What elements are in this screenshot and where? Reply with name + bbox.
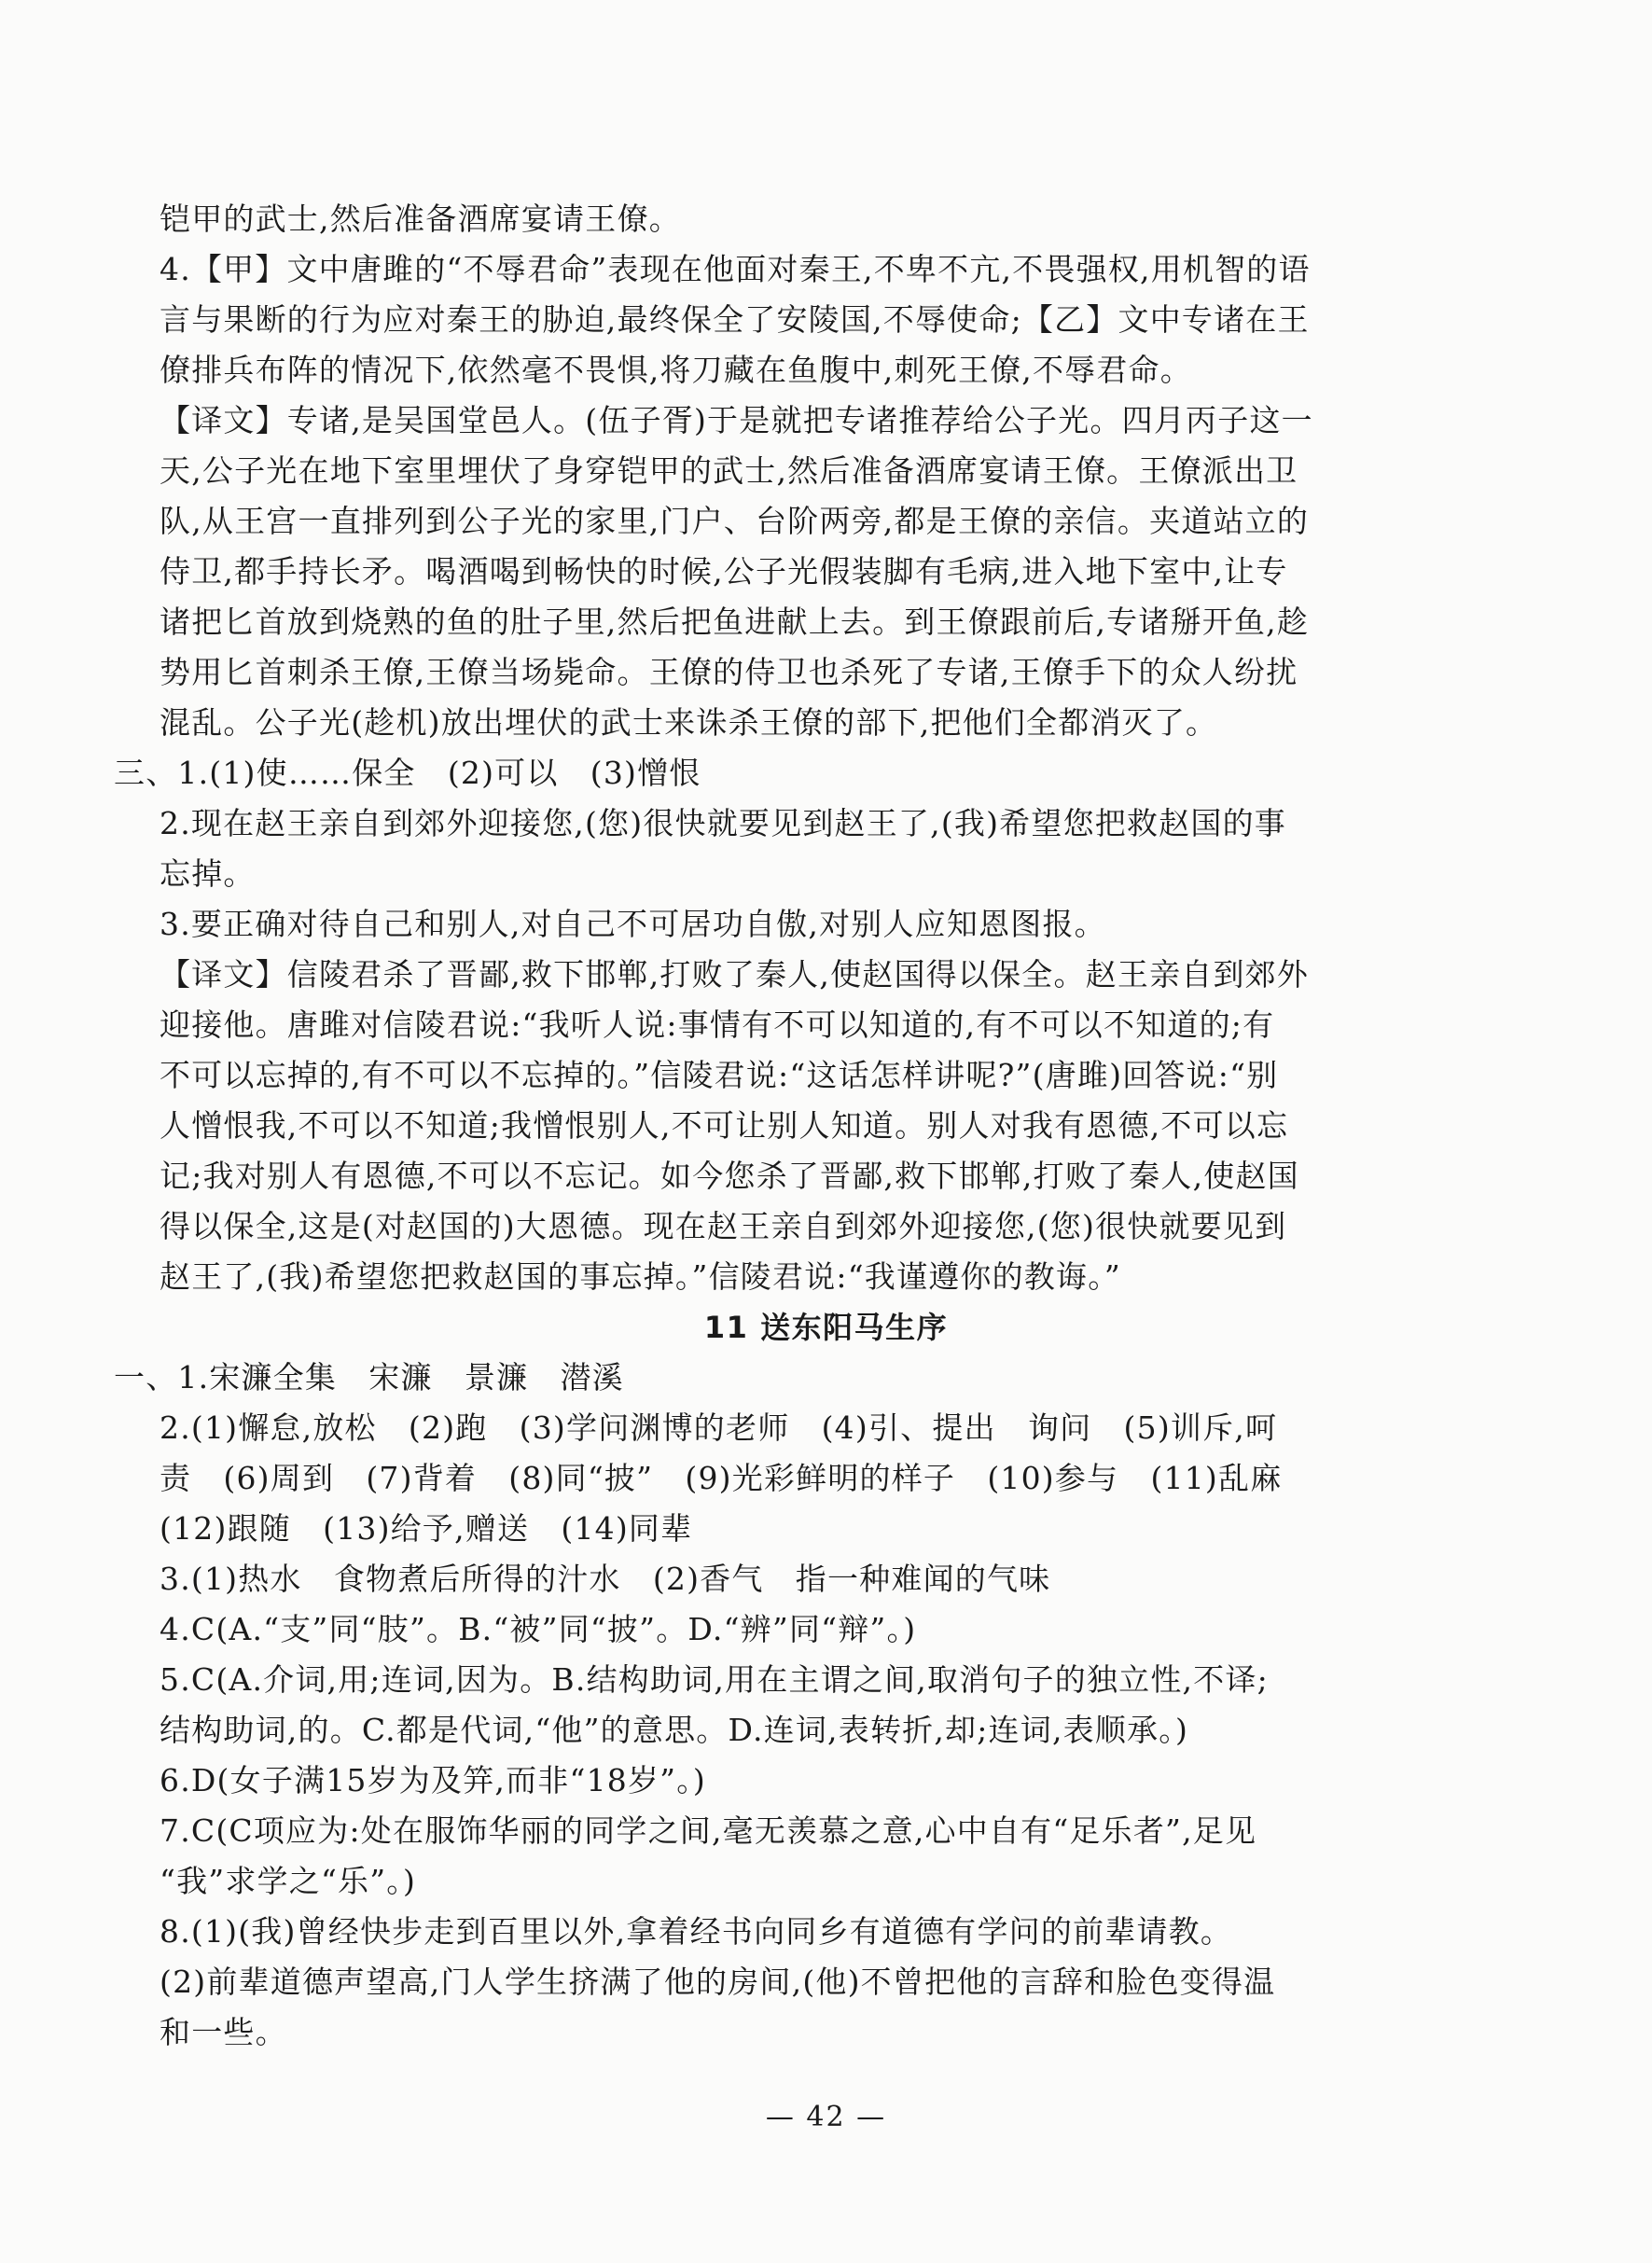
text-line: 忘掉。: [160, 855, 256, 892]
text-line: 4.C(A.“支”同“肢”。B.“被”同“披”。D.“辨”同“辩”。): [160, 1611, 917, 1647]
text-line: 4.【甲】文中唐雎的“不辱君命”表现在他面对秦王,不卑不亢,不畏强权,用机智的语: [160, 251, 1311, 287]
text-line: 2.现在赵王亲自到郊外迎接您,(您)很快就要见到赵王了,(我)希望您把救赵国的事: [160, 805, 1286, 841]
text-line: 【译文】专诸,是吴国堂邑人。(伍子胥)于是就把专诸推荐给公子光。四月丙子这一: [160, 402, 1313, 438]
page-content: [0, 194, 1652, 2058]
section-heading-line: 三、1.(1)使……保全 (2)可以 (3)憎恨: [114, 755, 701, 791]
text-line: 结构助词,的。C.都是代词,“他”的意思。D.连词,表转折,却;连词,表顺承。): [160, 1712, 1189, 1748]
text-line: 6.D(女子满15岁为及笄,而非“18岁”。): [160, 1762, 707, 1798]
text-line: 2.(1)懈怠,放松 (2)跑 (3)学问渊博的老师 (4)引、提出 询问 (5)训斥,呵: [160, 1409, 1278, 1446]
text-line: 人憎恨我,不可以不知道;我憎恨别人,不可让别人知道。别人对我有恩德,不可以忘: [160, 1107, 1289, 1144]
text-line: 记;我对别人有恩德,不可以不忘记。如今您杀了晋鄙,救下邯郸,打败了秦人,使赵国: [160, 1158, 1299, 1194]
text-line: 铠甲的武士,然后准备酒席宴请王僚。: [160, 201, 681, 237]
page-number: — 42 —: [765, 2101, 887, 2133]
lesson-title: 11 送东阳马生序: [703, 1310, 949, 1345]
text-line: (2)前辈道德声望高,门人学生挤满了他的房间,(他)不曾把他的言辞和脸色变得温: [160, 1964, 1276, 2000]
text-line: 得以保全,这是(对赵国的)大恩德。现在赵王亲自到郊外迎接您,(您)很快就要见到: [160, 1208, 1287, 1244]
text-line: (12)跟随 (13)给予,赠送 (14)同辈: [160, 1510, 693, 1547]
text-line: 8.(1)(我)曾经快步走到百里以外,拿着经书向同乡有道德有学问的前辈请教。: [160, 1913, 1233, 1950]
text-line: 3.(1)热水 食物煮后所得的汁水 (2)香气 指一种难闻的气味: [160, 1561, 1051, 1597]
text-line: 诸把匕首放到烧熟的鱼的肚子里,然后把鱼进献上去。到王僚跟前后,专诸掰开鱼,趁: [160, 604, 1310, 640]
text-line: 僚排兵布阵的情况下,依然毫不畏惧,将刀藏在鱼腹中,刺死王僚,不辱君命。: [160, 352, 1192, 388]
text-line: 责 (6)周到 (7)背着 (8)同“披” (9)光彩鲜明的样子 (10)参与 (11)乱麻: [160, 1460, 1283, 1496]
text-line: 和一些。: [160, 2014, 287, 2050]
section-heading-line: 一、1.宋濂全集 宋濂 景濂 潜溪: [114, 1359, 624, 1395]
text-line: 3.要正确对待自己和别人,对自己不可居功自傲,对别人应知恩图报。: [160, 906, 1106, 942]
text-line: 天,公子光在地下室里埋伏了身穿铠甲的武士,然后准备酒席宴请王僚。王僚派出卫: [160, 452, 1298, 489]
text-line: 7.C(C项应为:处在服饰华丽的同学之间,毫无羡慕之意,心中自有“足乐者”,足见: [160, 1812, 1257, 1849]
text-line: 不可以忘掉的,有不可以不忘掉的。”信陵君说:“这话怎样讲呢?”(唐雎)回答说:“别: [160, 1057, 1279, 1093]
text-line: 赵王了,(我)希望您把救赵国的事忘掉。”信陵君说:“我谨遵你的教诲。”: [160, 1258, 1121, 1295]
text-line: 侍卫,都手持长矛。喝酒喝到畅快的时候,公子光假装脚有毛病,进入地下室中,让专: [160, 553, 1288, 590]
text-line: “我”求学之“乐”。): [160, 1863, 417, 1899]
text-line: 言与果断的行为应对秦王的胁迫,最终保全了安陵国,不辱使命;【乙】文中专诸在王: [160, 301, 1310, 338]
text-line: 5.C(A.介词,用;连词,因为。B.结构助词,用在主谓之间,取消句子的独立性,不译;: [160, 1661, 1269, 1698]
text-line: 混乱。公子光(趁机)放出埋伏的武士来诛杀王僚的部下,把他们全都消灭了。: [160, 704, 1218, 741]
text-line: 迎接他。唐雎对信陵君说:“我听人说:事情有不可以知道的,有不可以不知道的;有: [160, 1007, 1275, 1043]
text-line: 队,从王宫一直排列到公子光的家里,门户、台阶两旁,都是王僚的亲信。夹道站立的: [160, 503, 1310, 539]
text-line: 【译文】信陵君杀了晋鄙,救下邯郸,打败了秦人,使赵国得以保全。赵王亲自到郊外: [160, 956, 1310, 993]
text-line: 势用匕首刺杀王僚,王僚当场毙命。王僚的侍卫也杀死了专诸,王僚手下的众人纷扰: [160, 654, 1298, 690]
